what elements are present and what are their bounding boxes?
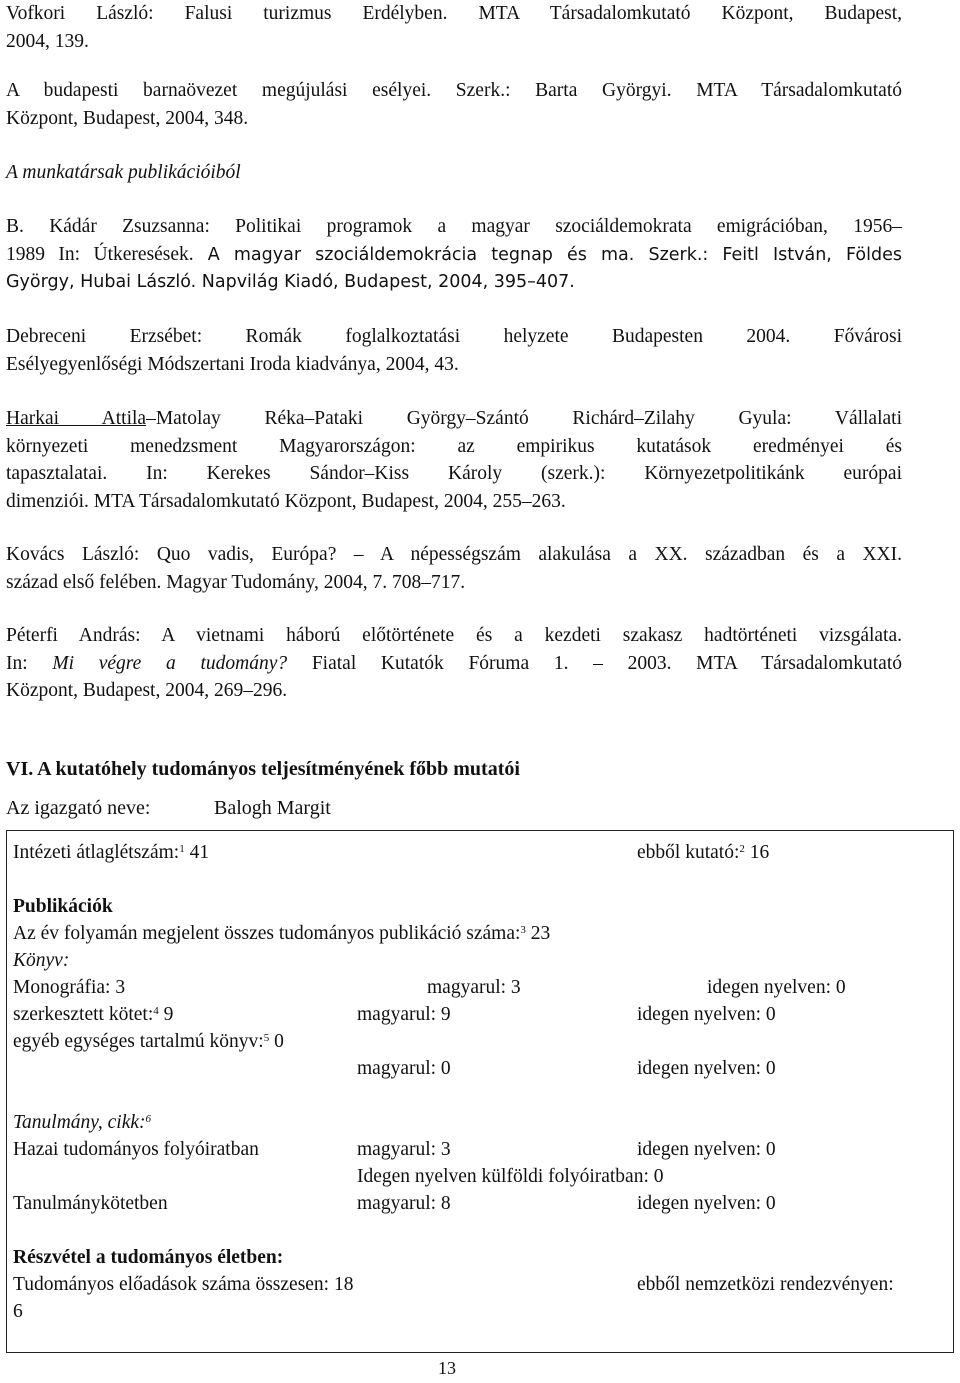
director-label: Az igazgató neve: <box>6 797 151 819</box>
reference-line: Kovács László: Quo vadis, Európa? – A népességszám alakulása a XX. században és a XXI. <box>6 544 902 565</box>
monograph-hungarian: magyarul: 3 <box>427 977 521 998</box>
reference-line: Péterfi András: A vietnami háború előtörténete és a kezdeti szakasz hadtörténeti vizsgálata. <box>6 625 902 646</box>
edited-volume-foreign: idegen nyelven: 0 <box>637 1004 776 1025</box>
other-book-foreign: idegen nyelven: 0 <box>637 1058 776 1079</box>
domestic-journal-hungarian: magyarul: 3 <box>357 1139 451 1160</box>
study-volume-foreign: idegen nyelven: 0 <box>637 1193 776 1214</box>
participation-title: Részvétel a tudományos életben: <box>13 1247 284 1268</box>
reference-kadar <box>6 213 902 297</box>
international-lectures-value: 6 <box>13 1301 23 1322</box>
book-label: Könyv: <box>13 950 70 971</box>
reference-line: In: Mi végre a tudomány? Fiatal Kutatók Fóruma 1. – 2003. MTA Társadalomkutató <box>6 652 902 674</box>
reference-vofkori <box>6 0 902 55</box>
reference-line: B. Kádár Zsuzsanna: Politikai programok a magyar szociáldemokrata emigrációban, 1956– <box>6 216 902 237</box>
other-book-hungarian: magyarul: 0 <box>357 1058 451 1079</box>
staff-count: Intézeti átlaglétszám:$^1$ 41 <box>13 842 210 863</box>
monograph-foreign: idegen nyelven: 0 <box>707 977 846 998</box>
reference-line: 1989 In: Útkeresések. A magyar szociáldemokrácia tegnap és ma. Szerk.: Feitl István, Földes <box>6 243 902 265</box>
reference-line: 2004, 139. <box>6 30 89 52</box>
edited-volume-hungarian: magyarul: 9 <box>357 1004 451 1025</box>
reference-line: A budapesti barnaövezet megújulási esélyei. Szerk.: Barta Györgyi. MTA Társadalomkutató <box>6 80 902 101</box>
foreign-journal-count: Idegen nyelven külföldi folyóiratban: 0 <box>357 1166 664 1187</box>
reference-line: Esélyegyenlőségi Módszertani Iroda kiadványa, 2004, 43. <box>6 353 459 375</box>
reference-line: Harkai Attila–Matolay Réka–Pataki György–Szántó Richárd–Zilahy Gyula: Vállalati <box>6 408 902 429</box>
researcher-count: ebből kutató:$^2$ 16 <box>637 842 770 863</box>
monograph-count: Monográfia: 3 <box>13 977 126 998</box>
study-label: Tanulmány, cikk:$^6$ <box>13 1112 152 1133</box>
director-name: Balogh Margit <box>214 797 331 819</box>
reference-line: környezeti menedzsment Magyarországon: az empirikus kutatások eredményei és <box>6 435 902 457</box>
edited-volume-count: szerkesztett kötet:$^4$ 9 <box>13 1004 174 1025</box>
publication-total: Az év folyamán megjelent összes tudományos publikáció száma:$^3$ 23 <box>13 923 551 944</box>
study-volume-label: Tanulmánykötetben <box>13 1193 168 1214</box>
domestic-journal-label: Hazai tudományos folyóiratban <box>13 1139 259 1160</box>
section-label: A munkatársak publikációiból <box>6 162 241 183</box>
study-volume-hungarian: magyarul: 8 <box>357 1193 451 1214</box>
section-heading: VI. A kutatóhely tudományos teljesítményének főbb mutatói <box>6 758 520 780</box>
reference-line: Központ, Budapest, 2004, 348. <box>6 107 249 129</box>
reference-line: György, Hubai László. Napvilág Kiadó, Budapest, 2004, 395–407. <box>6 272 575 292</box>
reference-line: Debreceni Erzsébet: Romák foglalkoztatási helyzete Budapesten 2004. Fővárosi <box>6 326 902 347</box>
reference-line: dimenziói. MTA Társadalomkutató Központ, Budapest, 2004, 255–263. <box>6 490 566 512</box>
international-lectures-label: ebből nemzetközi rendezvényen: <box>637 1274 894 1295</box>
other-book-row: egyéb egységes tartalmú könyv:$^5$ 0 <box>13 1031 284 1052</box>
reference-line: Vofkori László: Falusi turizmus Erdélyben. MTA Társadalomkutató Központ, Budapest, <box>6 3 902 24</box>
lectures-count: Tudományos előadások száma összesen: 18 <box>13 1274 354 1295</box>
reference-kovacs <box>6 541 902 596</box>
reference-barnaovezet <box>6 77 902 132</box>
reference-line: század első felében. Magyar Tudomány, 2004, 7. 708–717. <box>6 571 466 593</box>
reference-peterfi <box>6 622 902 705</box>
reference-harkai <box>6 405 902 515</box>
reference-line: tapasztalatai. In: Kerekes Sándor–Kiss Károly (szerk.): Környezetpolitikánk európai <box>6 463 902 484</box>
domestic-journal-foreign: idegen nyelven: 0 <box>637 1139 776 1160</box>
indicators-box <box>6 830 954 1353</box>
publications-title: Publikációk <box>13 896 113 917</box>
reference-line: Központ, Budapest, 2004, 269–296. <box>6 680 288 701</box>
page-number: 13 <box>438 1358 456 1378</box>
reference-debreceni <box>6 323 902 378</box>
